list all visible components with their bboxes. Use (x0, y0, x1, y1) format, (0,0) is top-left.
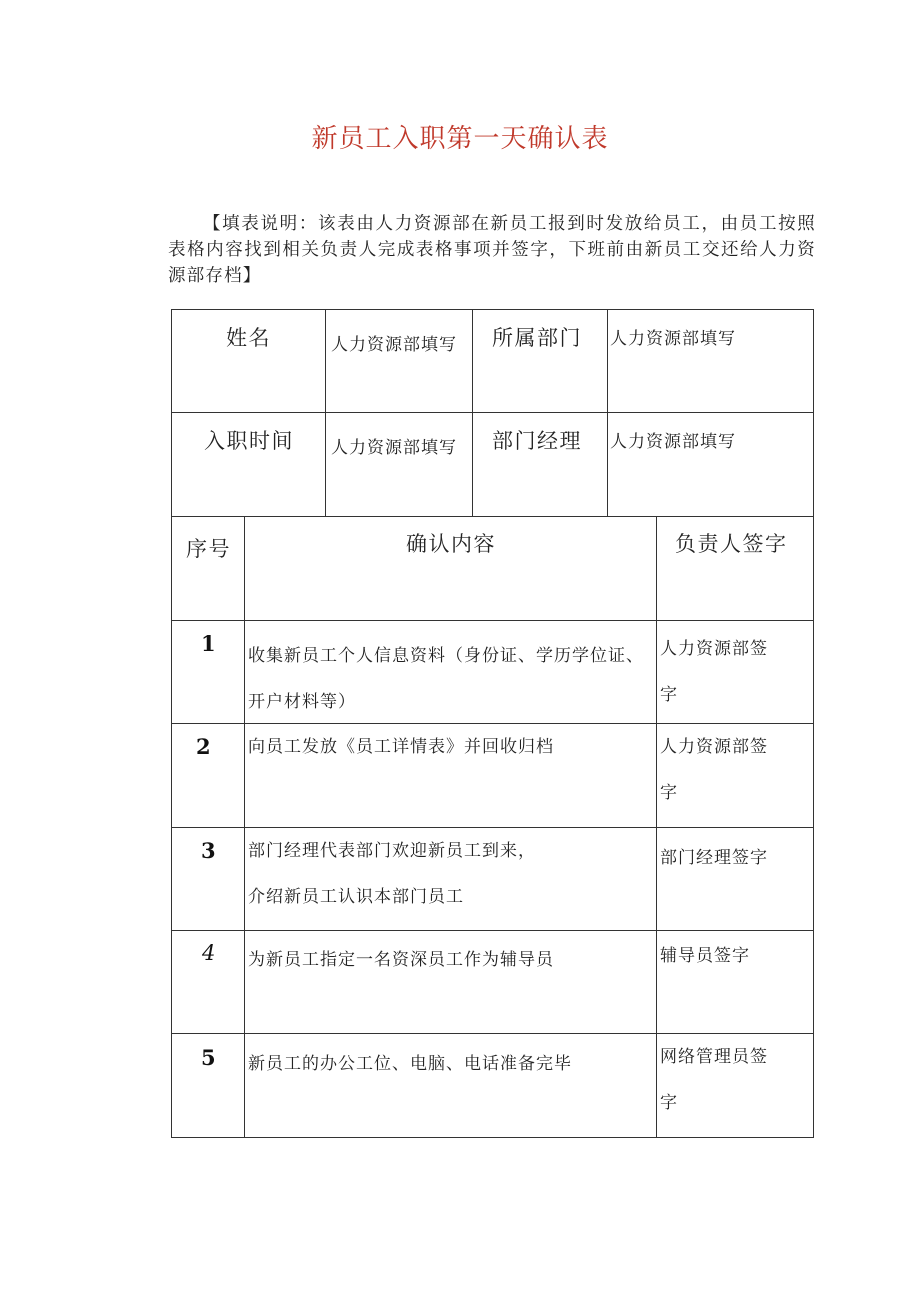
row-signer: 网络管理员签字 (660, 1047, 768, 1113)
row-content: 收集新员工个人信息资料（身份证、学历学位证、开户材料等） (248, 646, 644, 712)
name-label: 姓名 (226, 326, 271, 350)
manager-value: 人力资源部填写 (610, 432, 736, 452)
hire-date-value: 人力资源部填写 (331, 438, 457, 458)
dept-label: 所属部门 (492, 326, 582, 350)
hire-date-label: 入职时间 (204, 429, 294, 453)
table-divider (171, 516, 814, 517)
table-border-bottom (171, 1137, 814, 1138)
row-signer: 人力资源部签字 (660, 639, 768, 705)
table-divider (472, 309, 473, 517)
row-signer: 辅导员签字 (660, 946, 750, 966)
row-content: 为新员工指定一名资深员工作为辅导员 (248, 950, 554, 970)
page-title: 新员工入职第一天确认表 (311, 124, 609, 154)
row-index: 1 (201, 631, 216, 656)
table-divider (171, 620, 814, 621)
row-signer: 人力资源部签字 (660, 737, 768, 803)
row-signer: 部门经理签字 (660, 848, 768, 868)
column-header-content: 确认内容 (406, 532, 496, 556)
instructions-text: 【填表说明：该表由人力资源部在新员工报到时发放给员工，由员工按照表格内容找到相关负责人完成表格事项并签字，下班前由新员工交还给人力资源部存档】 (168, 214, 816, 286)
column-header-index: 序号 (186, 537, 231, 561)
row-content: 部门经理代表部门欢迎新员工到来，介绍新员工认识本部门员工 (248, 841, 536, 907)
row-index: 2 (196, 734, 211, 759)
table-divider (171, 930, 814, 931)
name-value: 人力资源部填写 (331, 335, 457, 355)
table-divider (607, 309, 608, 517)
table-border-top (171, 309, 814, 310)
row-index: 5 (201, 1045, 216, 1070)
dept-value: 人力资源部填写 (610, 329, 736, 349)
manager-label: 部门经理 (492, 429, 582, 453)
row-index: 3 (201, 838, 216, 863)
form-instructions (168, 211, 816, 289)
column-header-signer: 负责人签字 (675, 532, 788, 556)
table-divider (171, 412, 814, 413)
row-content: 新员工的办公工位、电脑、电话准备完毕 (248, 1054, 572, 1074)
row-content: 向员工发放《员工详情表》并回收归档 (248, 737, 554, 757)
table-divider (325, 309, 326, 517)
row-index: 4 (202, 941, 216, 965)
